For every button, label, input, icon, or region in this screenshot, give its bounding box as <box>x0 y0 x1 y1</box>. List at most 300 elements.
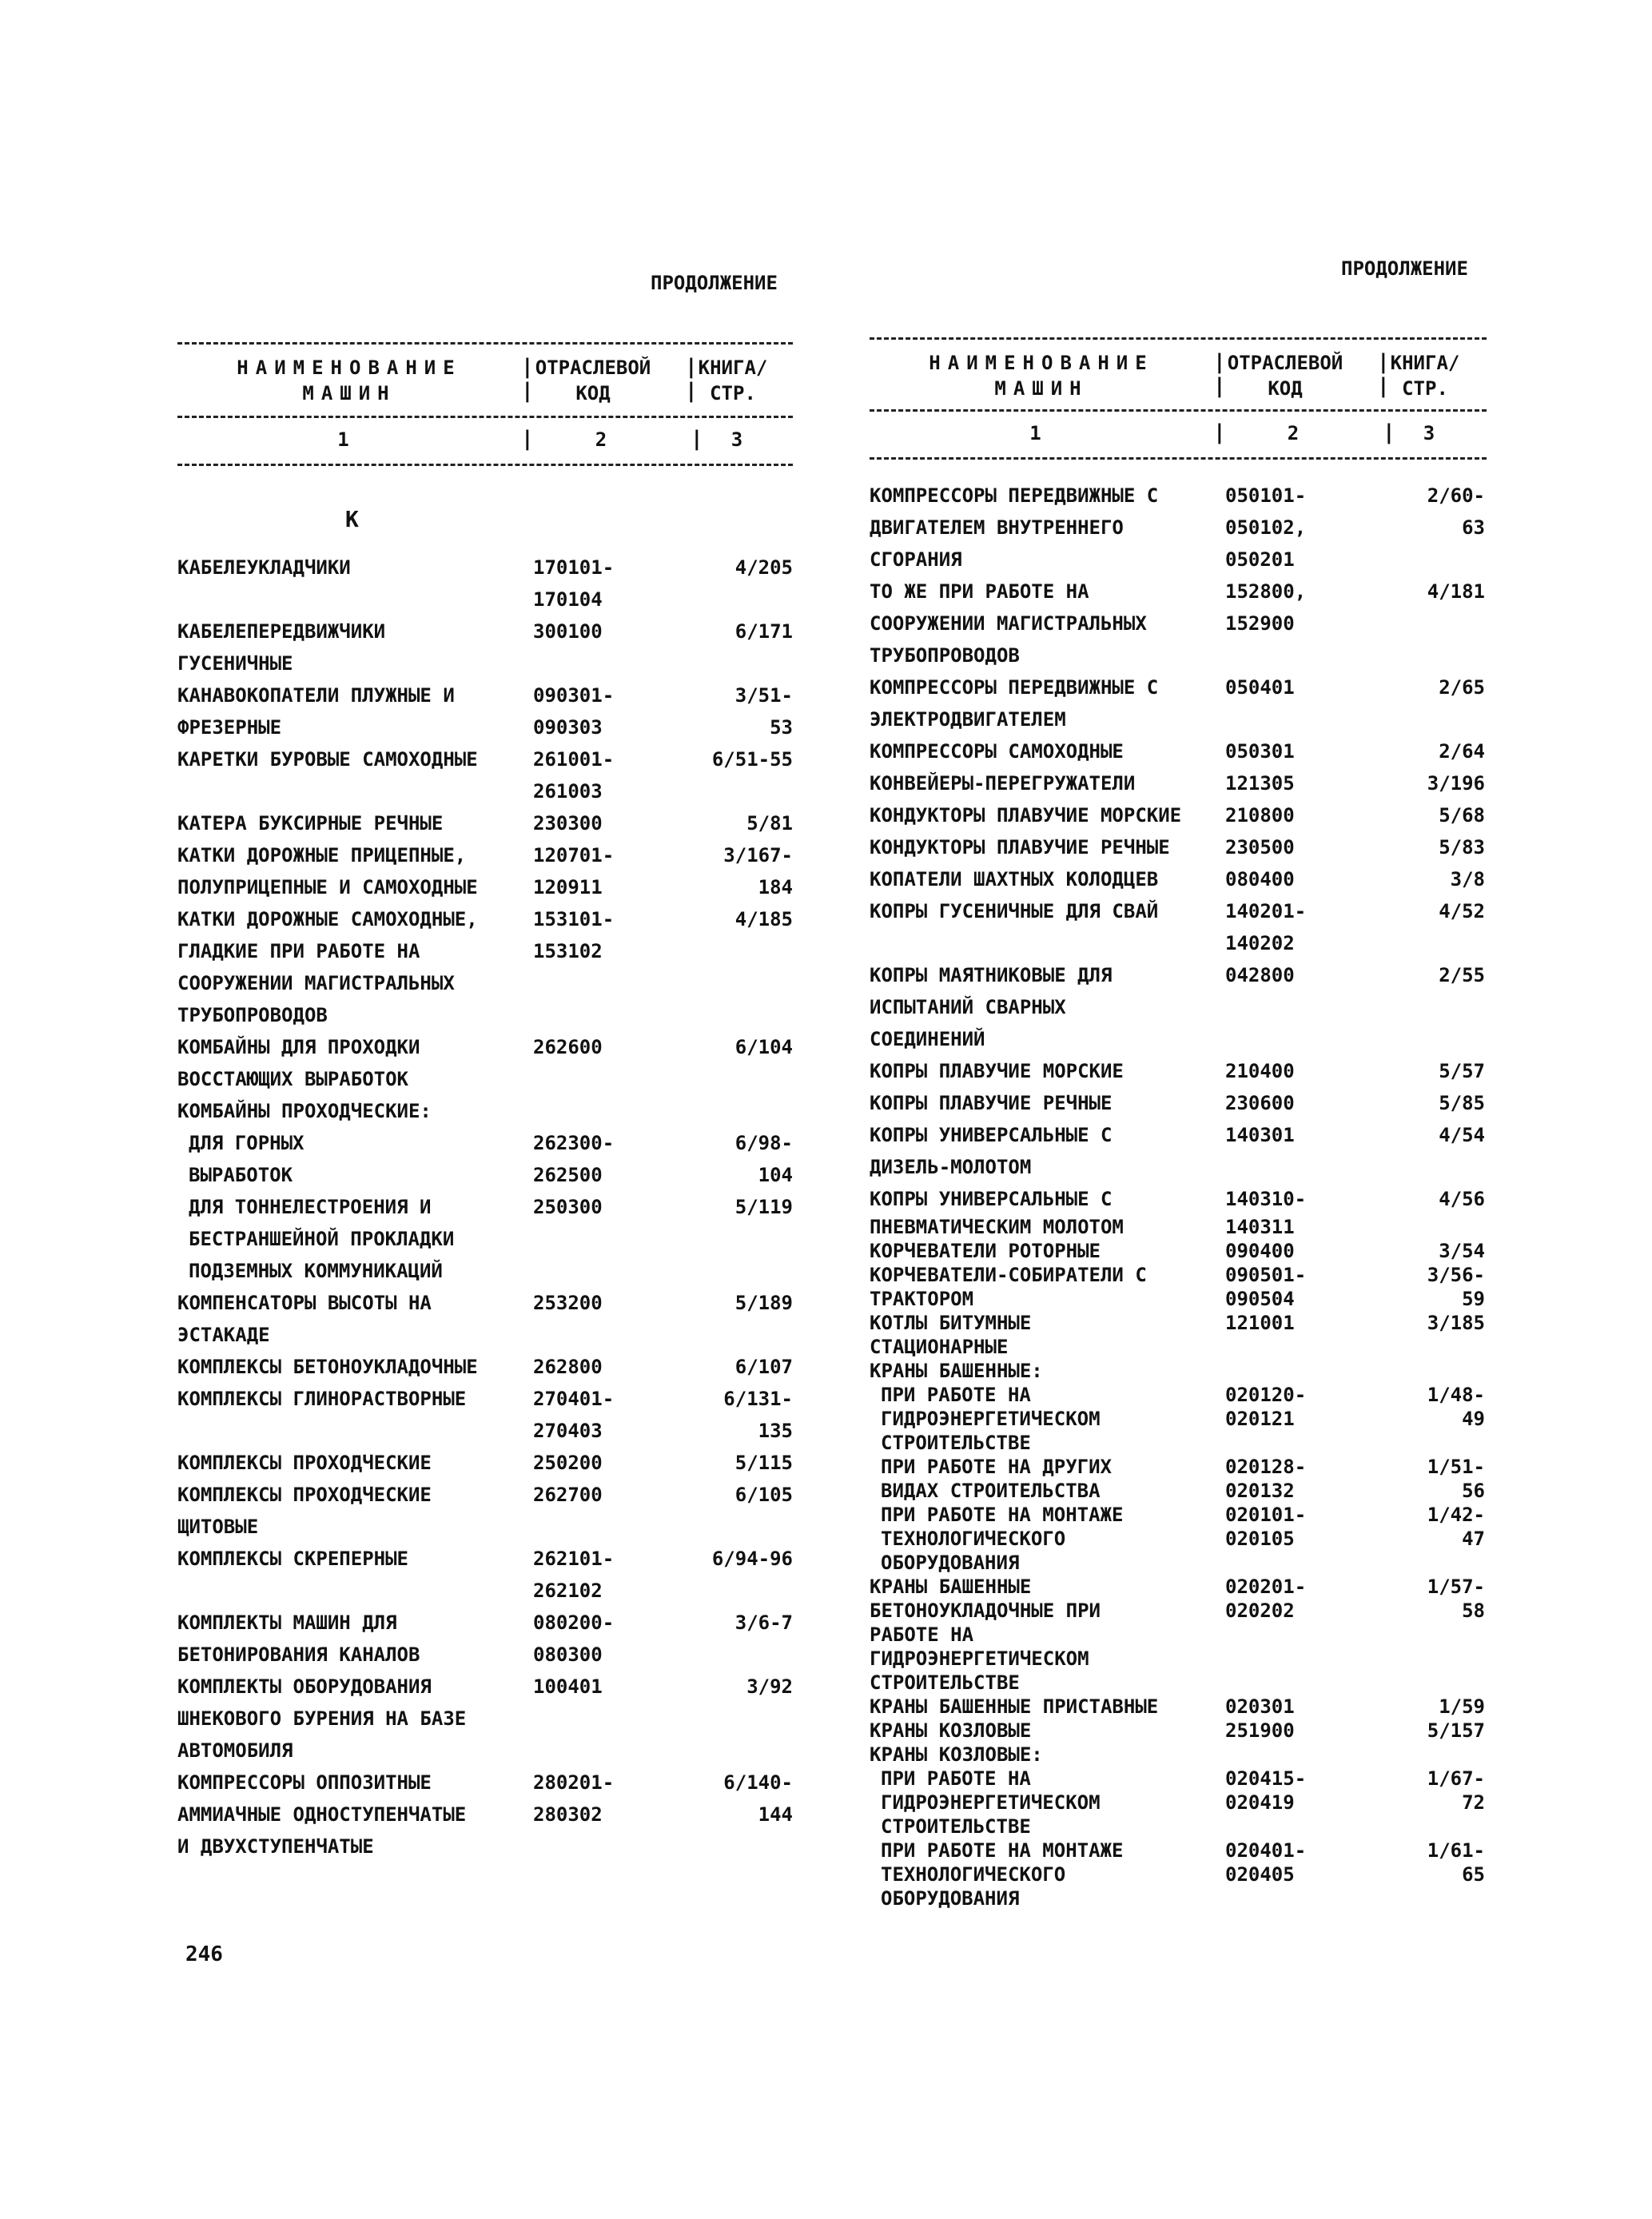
row-line <box>870 703 1487 735</box>
row-line <box>870 671 1487 703</box>
machine-name: РАБОТЕ НА <box>870 1623 974 1646</box>
row-line <box>870 767 1487 799</box>
row-line <box>177 1127 793 1159</box>
machine-name: ПРИ РАБОТЕ НА МОНТАЖЕ <box>881 1504 1124 1526</box>
machine-name: КОПРЫ ПЛАВУЧИЕ МОРСКИЕ <box>870 1060 1124 1082</box>
row-line <box>177 1415 793 1447</box>
book-page <box>1397 1886 1485 1910</box>
industry-code <box>1225 1623 1397 1647</box>
book-page <box>1397 1359 1485 1383</box>
book-page <box>1397 1335 1485 1359</box>
industry-code: 250300 <box>533 1196 603 1218</box>
machine-name: ЭСТАКАДЕ <box>177 1324 270 1346</box>
industry-code <box>1225 1886 1397 1910</box>
row-line <box>870 863 1487 895</box>
book-page: 1/48- <box>1427 1384 1485 1406</box>
industry-code <box>533 1095 705 1127</box>
machine-name: ДЛЯ ГОРНЫХ <box>189 1132 305 1154</box>
machine-name: СООРУЖЕНИИ МАГИСТРАЛЬНЫХ <box>177 972 455 994</box>
book-page: 4/56 <box>1439 1188 1485 1210</box>
book-page <box>1397 1023 1485 1055</box>
book-page <box>705 1735 793 1767</box>
industry-code: 152800, <box>1225 580 1307 603</box>
book-page: 3/56- <box>1427 1264 1485 1286</box>
index-entries <box>870 480 1487 1910</box>
machine-name: КОРЧЕВАТЕЛИ-СОБИРАТЕЛИ С <box>870 1264 1147 1286</box>
machine-name: СТРОИТЕЛЬСТВЕ <box>881 1815 1031 1838</box>
industry-code: 262800 <box>533 1356 603 1378</box>
industry-code: 090400 <box>1225 1240 1295 1262</box>
book-page: 135 <box>758 1420 793 1442</box>
industry-code: 020105 <box>1225 1528 1295 1550</box>
row-line <box>870 512 1487 544</box>
industry-code <box>1225 1671 1397 1695</box>
industry-code: 262700 <box>533 1484 603 1506</box>
industry-code <box>533 967 705 999</box>
row-line <box>870 1359 1487 1383</box>
machine-name: КОРЧЕВАТЕЛИ РОТОРНЫЕ <box>870 1240 1101 1262</box>
industry-code: 050201 <box>1225 548 1295 571</box>
table-row <box>870 767 1487 799</box>
row-line <box>870 544 1487 576</box>
table-row <box>177 679 793 743</box>
book-page: 3/54 <box>1439 1240 1485 1262</box>
table-row <box>870 863 1487 895</box>
machine-name: ПРИ РАБОТЕ НА МОНТАЖЕ <box>881 1839 1124 1862</box>
machine-name: КОМПРЕССОРЫ ПЕРЕДВИЖНЫЕ С <box>870 676 1159 699</box>
row-line <box>177 1671 793 1703</box>
industry-code: 020201- <box>1225 1576 1307 1598</box>
row-line <box>870 1791 1487 1815</box>
row-line <box>870 1862 1487 1886</box>
industry-code <box>1225 1743 1397 1767</box>
industry-code: 020419 <box>1225 1791 1295 1814</box>
book-page: 6/140- <box>723 1771 793 1794</box>
row-line <box>177 1095 793 1127</box>
book-page: 5/57 <box>1439 1060 1485 1082</box>
book-page: 65 <box>1462 1863 1485 1886</box>
row-line <box>870 1479 1487 1503</box>
machine-name: СТРОИТЕЛЬСТВЕ <box>881 1432 1031 1454</box>
machine-name: ДВИГАТЕЛЕМ ВНУТРЕННЕГО <box>870 516 1124 539</box>
machine-name: КОМПЛЕКСЫ СКРЕПЕРНЫЕ <box>177 1548 408 1570</box>
machine-name: ДЛЯ ТОННЕЛЕСТРОЕНИЯ И <box>189 1196 432 1218</box>
machine-name: ИСПЫТАНИЙ СВАРНЫХ <box>870 996 1066 1018</box>
book-page: 2/65 <box>1439 676 1485 699</box>
book-page <box>1397 1623 1485 1647</box>
row-line <box>177 1351 793 1383</box>
row-line <box>177 1319 793 1351</box>
book-page <box>705 1255 793 1287</box>
industry-code <box>1225 1431 1397 1455</box>
table-row <box>870 959 1487 1055</box>
book-page: 59 <box>1462 1288 1485 1310</box>
machine-name: ВОССТАЮЩИХ ВЫРАБОТОК <box>177 1068 408 1090</box>
row-line <box>177 775 793 807</box>
row-line <box>177 552 793 584</box>
table-row <box>177 1095 793 1127</box>
machine-name: ЭЛЕКТРОДВИГАТЕЛЕМ <box>870 708 1066 731</box>
machine-name: ГЛАДКИЕ ПРИ РАБОТЕ НА <box>177 940 420 962</box>
industry-code: 140201- <box>1225 900 1307 922</box>
row-line <box>870 1023 1487 1055</box>
machine-name: КОМПЛЕКТЫ МАШИН ДЛЯ <box>177 1611 397 1634</box>
industry-code: 042800 <box>1225 964 1295 986</box>
industry-code: 210400 <box>1225 1060 1295 1082</box>
row-line <box>870 1183 1487 1215</box>
row-line <box>870 1743 1487 1767</box>
industry-code: 020128- <box>1225 1456 1307 1478</box>
industry-code: 230500 <box>1225 836 1295 859</box>
industry-code: 153101- <box>533 908 615 930</box>
row-line <box>177 1191 793 1223</box>
table-row <box>870 671 1487 735</box>
machine-name: ФРЕЗЕРНЫЕ <box>177 716 282 739</box>
book-page <box>705 1703 793 1735</box>
row-line <box>870 1551 1487 1575</box>
row-line <box>177 743 793 775</box>
table-row <box>177 1671 793 1767</box>
table-row <box>177 1351 793 1383</box>
machine-name: ШНЕКОВОГО БУРЕНИЯ НА БАЗЕ <box>177 1707 467 1730</box>
page-number: 246 <box>185 1942 223 1966</box>
machine-name: КОПРЫ МАЯТНИКОВЫЕ ДЛЯ <box>870 964 1113 986</box>
book-page: 58 <box>1462 1600 1485 1622</box>
book-page <box>705 647 793 679</box>
machine-name: СТРОИТЕЛЬСТВЕ <box>870 1671 1020 1694</box>
industry-code <box>1225 1647 1397 1671</box>
industry-code: 020405 <box>1225 1863 1295 1886</box>
book-page <box>1397 608 1485 639</box>
row-line <box>870 576 1487 608</box>
book-page: 49 <box>1462 1408 1485 1430</box>
machine-name: КАНАВОКОПАТЕЛИ ПЛУЖНЫЕ И <box>177 684 455 707</box>
machine-name: ТО ЖЕ ПРИ РАБОТЕ НА <box>870 580 1089 603</box>
industry-code: 251900 <box>1225 1719 1295 1742</box>
row-line <box>870 1886 1487 1910</box>
industry-code: 262500 <box>533 1164 603 1186</box>
row-line <box>870 1239 1487 1263</box>
industry-code <box>533 1223 705 1255</box>
row-line <box>177 1639 793 1671</box>
table-row <box>177 552 793 616</box>
table-row <box>177 1031 793 1095</box>
book-page <box>1397 1815 1485 1839</box>
book-page <box>705 1639 793 1671</box>
table-row <box>870 831 1487 863</box>
machine-name: СГОРАНИЯ <box>870 548 962 571</box>
industry-code <box>1225 1335 1397 1359</box>
table-row <box>870 1575 1487 1767</box>
row-line <box>177 1575 793 1607</box>
table-row <box>870 480 1487 576</box>
machine-name: КРАНЫ КОЗЛОВЫЕ: <box>870 1743 1043 1766</box>
industry-code: 020301 <box>1225 1695 1295 1718</box>
machine-name: КОМПЛЕКСЫ ПРОХОДЧЕСКИЕ <box>177 1484 432 1506</box>
book-page: 5/81 <box>746 812 793 835</box>
book-page: 56 <box>1462 1480 1485 1502</box>
row-line <box>177 807 793 839</box>
table-rule <box>177 464 793 466</box>
industry-code: 280302 <box>533 1803 603 1826</box>
row-line <box>870 1527 1487 1551</box>
book-page: 184 <box>758 876 793 898</box>
industry-code <box>1225 1815 1397 1839</box>
row-line <box>177 1511 793 1543</box>
industry-code <box>533 1063 705 1095</box>
table-rule <box>870 409 1487 412</box>
industry-code: 152900 <box>1225 612 1295 635</box>
book-page: 6/107 <box>734 1356 793 1378</box>
header-code: ОТРАСЛЕВОЙ КОД <box>1227 352 1343 400</box>
row-line <box>177 871 793 903</box>
machine-name: ГИДРОЭНЕРГЕТИЧЕСКОМ <box>881 1408 1101 1430</box>
machine-name: КОПРЫ УНИВЕРСАЛЬНЫЕ С <box>870 1188 1113 1210</box>
book-page: 3/196 <box>1427 772 1485 795</box>
row-line <box>870 1815 1487 1839</box>
machine-name: КОМПЛЕКСЫ ПРОХОДЧЕСКИЕ <box>177 1452 432 1474</box>
book-page: 5/83 <box>1439 836 1485 859</box>
machine-name: ДИЗЕЛЬ-МОЛОТОМ <box>870 1156 1032 1178</box>
machine-name: КАТКИ ДОРОЖНЫЕ САМОХОДНЫЕ, <box>177 908 478 930</box>
industry-code: 121305 <box>1225 772 1295 795</box>
machine-name: КАБЕЛЕПЕРЕДВИЖЧИКИ <box>177 620 386 643</box>
industry-code <box>533 1735 705 1767</box>
row-line <box>177 711 793 743</box>
column-separator: | | <box>1377 350 1390 398</box>
industry-code: 280201- <box>533 1771 615 1794</box>
row-line <box>870 1119 1487 1151</box>
table-row <box>870 1215 1487 1383</box>
row-line <box>870 1055 1487 1087</box>
industry-code: 170104 <box>533 588 603 611</box>
machine-name: КОМПЛЕКСЫ БЕТОНОУКЛАДОЧНЫЕ <box>177 1356 478 1378</box>
industry-code: 090501- <box>1225 1264 1307 1286</box>
column-separator: | | <box>685 355 698 403</box>
row-line <box>870 1335 1487 1359</box>
row-line <box>870 735 1487 767</box>
machine-name: ПОЛУПРИЦЕПНЫЕ И САМОХОДНЫЕ <box>177 876 478 898</box>
book-page <box>1397 1151 1485 1183</box>
table-row <box>870 1119 1487 1183</box>
row-line <box>870 639 1487 671</box>
row-line <box>870 959 1487 991</box>
book-page: 6/94-96 <box>711 1548 793 1570</box>
book-page: 47 <box>1462 1528 1485 1550</box>
book-page: 1/57- <box>1427 1576 1485 1598</box>
machine-name: И ДВУХСТУПЕНЧАТЫЕ <box>177 1835 374 1858</box>
table-row <box>177 1383 793 1447</box>
row-line <box>177 1255 793 1287</box>
book-page <box>705 1095 793 1127</box>
book-page <box>705 967 793 999</box>
table-row <box>177 1479 793 1543</box>
industry-code: 230300 <box>533 812 603 835</box>
book-page: 4/205 <box>734 556 793 579</box>
table-row <box>870 1767 1487 1910</box>
book-page: 5/119 <box>734 1196 793 1218</box>
column-separator: | | <box>1213 350 1226 398</box>
industry-code <box>533 999 705 1031</box>
industry-code: 140301 <box>1225 1124 1295 1146</box>
industry-code: 270403 <box>533 1420 603 1442</box>
book-page <box>705 1511 793 1543</box>
industry-code: 050102, <box>1225 516 1307 539</box>
machine-name: КОМПЛЕКСЫ ГЛИНОРАСТВОРНЫЕ <box>177 1388 467 1410</box>
book-page: 3/6-7 <box>734 1611 793 1634</box>
industry-code <box>1225 1151 1397 1183</box>
row-line <box>870 799 1487 831</box>
table-row <box>177 839 793 903</box>
industry-code: 120701- <box>533 844 615 866</box>
industry-code: 262102 <box>533 1580 603 1602</box>
industry-code: 262101- <box>533 1548 615 1570</box>
machine-name: ОБОРУДОВАНИЯ <box>881 1887 1020 1910</box>
table-rule <box>177 416 793 418</box>
book-page <box>705 1319 793 1351</box>
machine-name: БЕТОНИРОВАНИЯ КАНАЛОВ <box>177 1643 420 1666</box>
book-page <box>1397 1431 1485 1455</box>
book-page: 6/171 <box>734 620 793 643</box>
book-page: 5/115 <box>734 1452 793 1474</box>
machine-name: ТРУБОПРОВОДОВ <box>177 1004 328 1026</box>
book-page: 5/157 <box>1427 1719 1485 1742</box>
industry-code: 090504 <box>1225 1288 1295 1310</box>
row-line <box>177 1607 793 1639</box>
book-page: 53 <box>770 716 793 739</box>
industry-code: 080300 <box>533 1643 603 1666</box>
row-line <box>177 1447 793 1479</box>
header-book-page: КНИГА/ СТР. <box>698 357 768 404</box>
book-page: 2/55 <box>1439 964 1485 986</box>
book-page <box>705 999 793 1031</box>
book-page <box>1397 1215 1485 1239</box>
book-page <box>1397 927 1485 959</box>
machine-name: БЕСТРАНШЕЙНОЙ ПРОКЛАДКИ <box>189 1228 455 1250</box>
book-page <box>1397 991 1485 1023</box>
industry-code: 300100 <box>533 620 603 643</box>
row-line <box>870 1407 1487 1431</box>
table-row <box>177 1543 793 1607</box>
header-name: НАИМЕНОВАНИЕ МАШИН <box>929 352 1154 400</box>
machine-name: КОТЛЫ БИТУМНЫЕ <box>870 1312 1032 1334</box>
row-line <box>870 1087 1487 1119</box>
row-line <box>177 967 793 999</box>
machine-name <box>177 1415 533 1447</box>
book-page: 2/60- <box>1427 484 1485 507</box>
row-line <box>870 831 1487 863</box>
machine-name: ЩИТОВЫЕ <box>177 1516 259 1538</box>
book-page <box>1397 639 1485 671</box>
industry-code: 170101- <box>533 556 615 579</box>
machine-name: ГИДРОЭНЕРГЕТИЧЕСКОМ <box>870 1647 1089 1670</box>
industry-code: 050301 <box>1225 740 1295 763</box>
industry-code: 020120- <box>1225 1384 1307 1406</box>
row-line <box>870 1719 1487 1743</box>
book-page: 144 <box>758 1803 793 1826</box>
book-page: 4/185 <box>734 908 793 930</box>
book-page: 4/52 <box>1439 900 1485 922</box>
industry-code <box>533 1703 705 1735</box>
industry-code: 080400 <box>1225 868 1295 890</box>
machine-name: ТРУБОПРОВОДОВ <box>870 644 1020 667</box>
industry-code: 020401- <box>1225 1839 1307 1862</box>
machine-name: ВИДАХ СТРОИТЕЛЬСТВА <box>881 1480 1101 1502</box>
machine-name: АВТОМОБИЛЯ <box>177 1739 293 1762</box>
machine-name: ПОДЗЕМНЫХ КОММУНИКАЦИЙ <box>189 1260 443 1282</box>
row-line <box>177 839 793 871</box>
row-line <box>870 1575 1487 1599</box>
machine-name: ГИДРОЭНЕРГЕТИЧЕСКОМ <box>881 1791 1101 1814</box>
industry-code: 020202 <box>1225 1600 1295 1622</box>
table-row <box>870 895 1487 959</box>
row-line <box>870 927 1487 959</box>
machine-name: ТЕХНОЛОГИЧЕСКОГО <box>881 1528 1066 1550</box>
table-row <box>177 1127 793 1191</box>
book-page: 6/105 <box>734 1484 793 1506</box>
book-page <box>705 584 793 616</box>
industry-code: 120911 <box>533 876 603 898</box>
industry-code: 140202 <box>1225 932 1295 954</box>
table-row <box>870 1383 1487 1575</box>
machine-name: КОМБАЙНЫ ДЛЯ ПРОХОДКИ <box>177 1036 420 1058</box>
book-page <box>1397 1743 1485 1767</box>
book-page <box>1397 544 1485 576</box>
industry-code: 261003 <box>533 780 603 803</box>
machine-name: КОПАТЕЛИ ШАХТНЫХ КОЛОДЦЕВ <box>870 868 1159 890</box>
book-page: 5/85 <box>1439 1092 1485 1114</box>
row-line <box>177 647 793 679</box>
row-line <box>870 1503 1487 1527</box>
machine-name: БЕТОНОУКЛАДОЧНЫЕ ПРИ <box>870 1600 1101 1622</box>
table-row <box>177 1767 793 1862</box>
book-page <box>705 1223 793 1255</box>
column-separator: | | <box>521 355 534 403</box>
row-line <box>177 616 793 647</box>
book-page: 1/42- <box>1427 1504 1485 1526</box>
machine-name: ТЕХНОЛОГИЧЕСКОГО <box>881 1863 1066 1886</box>
machine-name: КРАНЫ БАШЕННЫЕ <box>870 1576 1032 1598</box>
industry-code <box>533 647 705 679</box>
row-line <box>870 1431 1487 1455</box>
machine-name: АММИАЧНЫЕ ОДНОСТУПЕНЧАТЫЕ <box>177 1803 467 1826</box>
table-rule <box>177 342 793 345</box>
book-page: 3/92 <box>746 1675 793 1698</box>
industry-code: 050101- <box>1225 484 1307 507</box>
row-line <box>870 1695 1487 1719</box>
industry-code <box>533 1255 705 1287</box>
row-line <box>870 1215 1487 1239</box>
table-row <box>177 903 793 1031</box>
index-entries <box>177 488 793 1862</box>
machine-name <box>177 775 533 807</box>
book-page: 5/189 <box>734 1292 793 1314</box>
row-line <box>870 480 1487 512</box>
row-line <box>177 1031 793 1063</box>
industry-code: 253200 <box>533 1292 603 1314</box>
book-page: 2/64 <box>1439 740 1485 763</box>
industry-code <box>1225 1551 1397 1575</box>
industry-code <box>1225 703 1397 735</box>
machine-name: КАРЕТКИ БУРОВЫЕ САМОХОДНЫЕ <box>177 748 478 771</box>
machine-name <box>177 1575 533 1607</box>
row-line <box>870 1287 1487 1311</box>
row-line <box>177 1543 793 1575</box>
book-page: 63 <box>1462 516 1485 539</box>
machine-name: КАТЕРА БУКСИРНЫЕ РЕЧНЫЕ <box>177 812 444 835</box>
book-page: 6/51-55 <box>711 748 793 771</box>
row-line <box>177 1767 793 1799</box>
